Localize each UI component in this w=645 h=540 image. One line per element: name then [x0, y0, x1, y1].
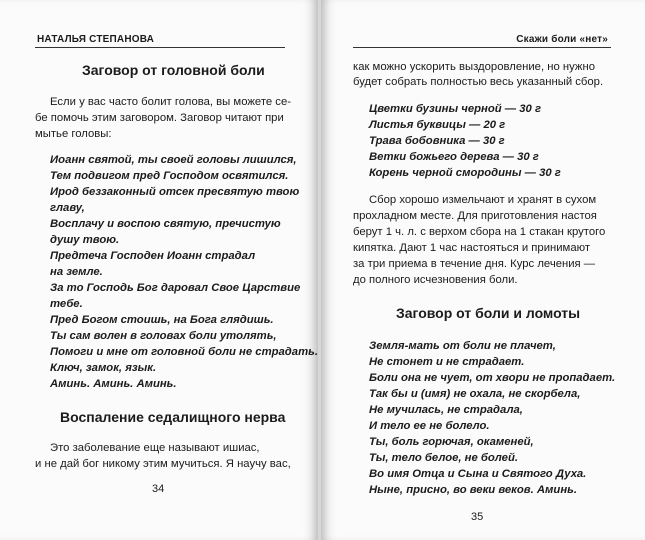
- left-page: [0, 0, 318, 540]
- text-line: кипятка. Дают 1 час настояться и принимают: [353, 242, 590, 254]
- header-rule-right: [353, 47, 611, 48]
- spell-line: Ирод беззаконный отсек пресвятую твою: [50, 186, 300, 198]
- spell-line: Предтеча Господен Иоанн страдал: [50, 250, 256, 262]
- spell-line: Помоги и мне от головной боли не страдать.: [50, 346, 318, 358]
- spell-line: главу,: [50, 202, 85, 214]
- ingredient-item: Корень черной смородины — 30 г: [369, 167, 561, 179]
- spell-line: Земля-мать от боли не плачет,: [369, 340, 556, 352]
- text-line: как можно ускорить выздоровление, но нужно: [353, 61, 595, 73]
- text-line: Если у вас часто болит голова, вы можете се-: [50, 96, 291, 108]
- page-number-left: 34: [152, 483, 165, 495]
- spell-line: Ты, боль горючая, окаменей,: [369, 436, 534, 448]
- spell-line: Восплачу и воспою святую, пречистую: [50, 218, 281, 230]
- text-line: будет собрать полностью весь указанный сбор.: [353, 76, 604, 88]
- right-page: [321, 0, 645, 540]
- running-head-left: НАТАЛЬЯ СТЕПАНОВА: [37, 34, 155, 45]
- spell-line: Боли она не чует, от хвори не пропадает.: [369, 372, 616, 384]
- spell-line: тебе.: [50, 298, 83, 310]
- running-head-right: Скажи боли «нет»: [516, 34, 608, 45]
- spell-line: душу твою.: [50, 234, 120, 246]
- ingredient-item: Листья буквицы — 20 г: [369, 119, 506, 131]
- spell-line: Ты сам волен в головах боли утолять,: [50, 330, 277, 342]
- text-line: за три приема в течение дня. Курс лечения —: [353, 258, 596, 270]
- spell-line: Так бы и (имя) не охала, не скорбела,: [369, 388, 581, 400]
- text-line: мытье головы:: [35, 128, 112, 140]
- spell-line: Тем подвигом пред Господом освятился.: [50, 170, 289, 182]
- spell-line: на земле.: [50, 266, 103, 278]
- spell-line: Пред Богом стоишь, на Бога глядишь.: [50, 314, 274, 326]
- spell-line: Ты, тело белое, не болей.: [369, 452, 519, 464]
- header-rule-left: [35, 47, 285, 48]
- ingredient-item: Цветки бузины черной — 30 г: [369, 103, 541, 115]
- ingredient-item: Трава бобовника — 30 г: [369, 135, 505, 147]
- text-line: до полного исчезновения боли.: [353, 274, 518, 286]
- spell-line: И тело ее не болело.: [369, 420, 490, 432]
- text-line: и не дай бог никому этим мучиться. Я научу вас,: [35, 458, 291, 470]
- text-line: берут 1 ч. л. с верхом сбора на 1 стакан крутого: [353, 226, 606, 238]
- spell-line: Не стонет и не страдает.: [369, 356, 525, 368]
- spell-line: Во имя Отца и Сына и Святого Духа.: [369, 468, 587, 480]
- heading-headache-spell: Заговор от головной боли: [82, 62, 265, 78]
- text-line: Сбор хорошо измельчают и хранят в сухом: [369, 194, 597, 206]
- spell-line: Не мучилась, не страдала,: [369, 404, 523, 416]
- spell-line: За то Господь Бог даровал Свое Царствие: [50, 282, 301, 294]
- page-number-right: 35: [471, 511, 484, 523]
- ingredient-item: Ветки божьего дерева — 30 г: [369, 151, 539, 163]
- spell-line: Ныне, присно, во веки веков. Аминь.: [369, 484, 577, 496]
- heading-sciatica: Воспаление седалищного нерва: [60, 409, 286, 425]
- spell-line: Иоанн святой, ты своей головы лишился,: [50, 154, 297, 166]
- spell-line: Аминь. Аминь. Аминь.: [50, 378, 177, 390]
- text-line: бе помочь этим заговором. Заговор читают при: [35, 112, 284, 124]
- heading-pain-spell: Заговор от боли и ломоты: [396, 305, 581, 321]
- text-line: прохладном месте. Для приготовления настоя: [353, 210, 597, 222]
- spell-line: Ключ, замок, язык.: [50, 362, 157, 374]
- text-line: Это заболевание еще называют ишиас,: [50, 442, 260, 454]
